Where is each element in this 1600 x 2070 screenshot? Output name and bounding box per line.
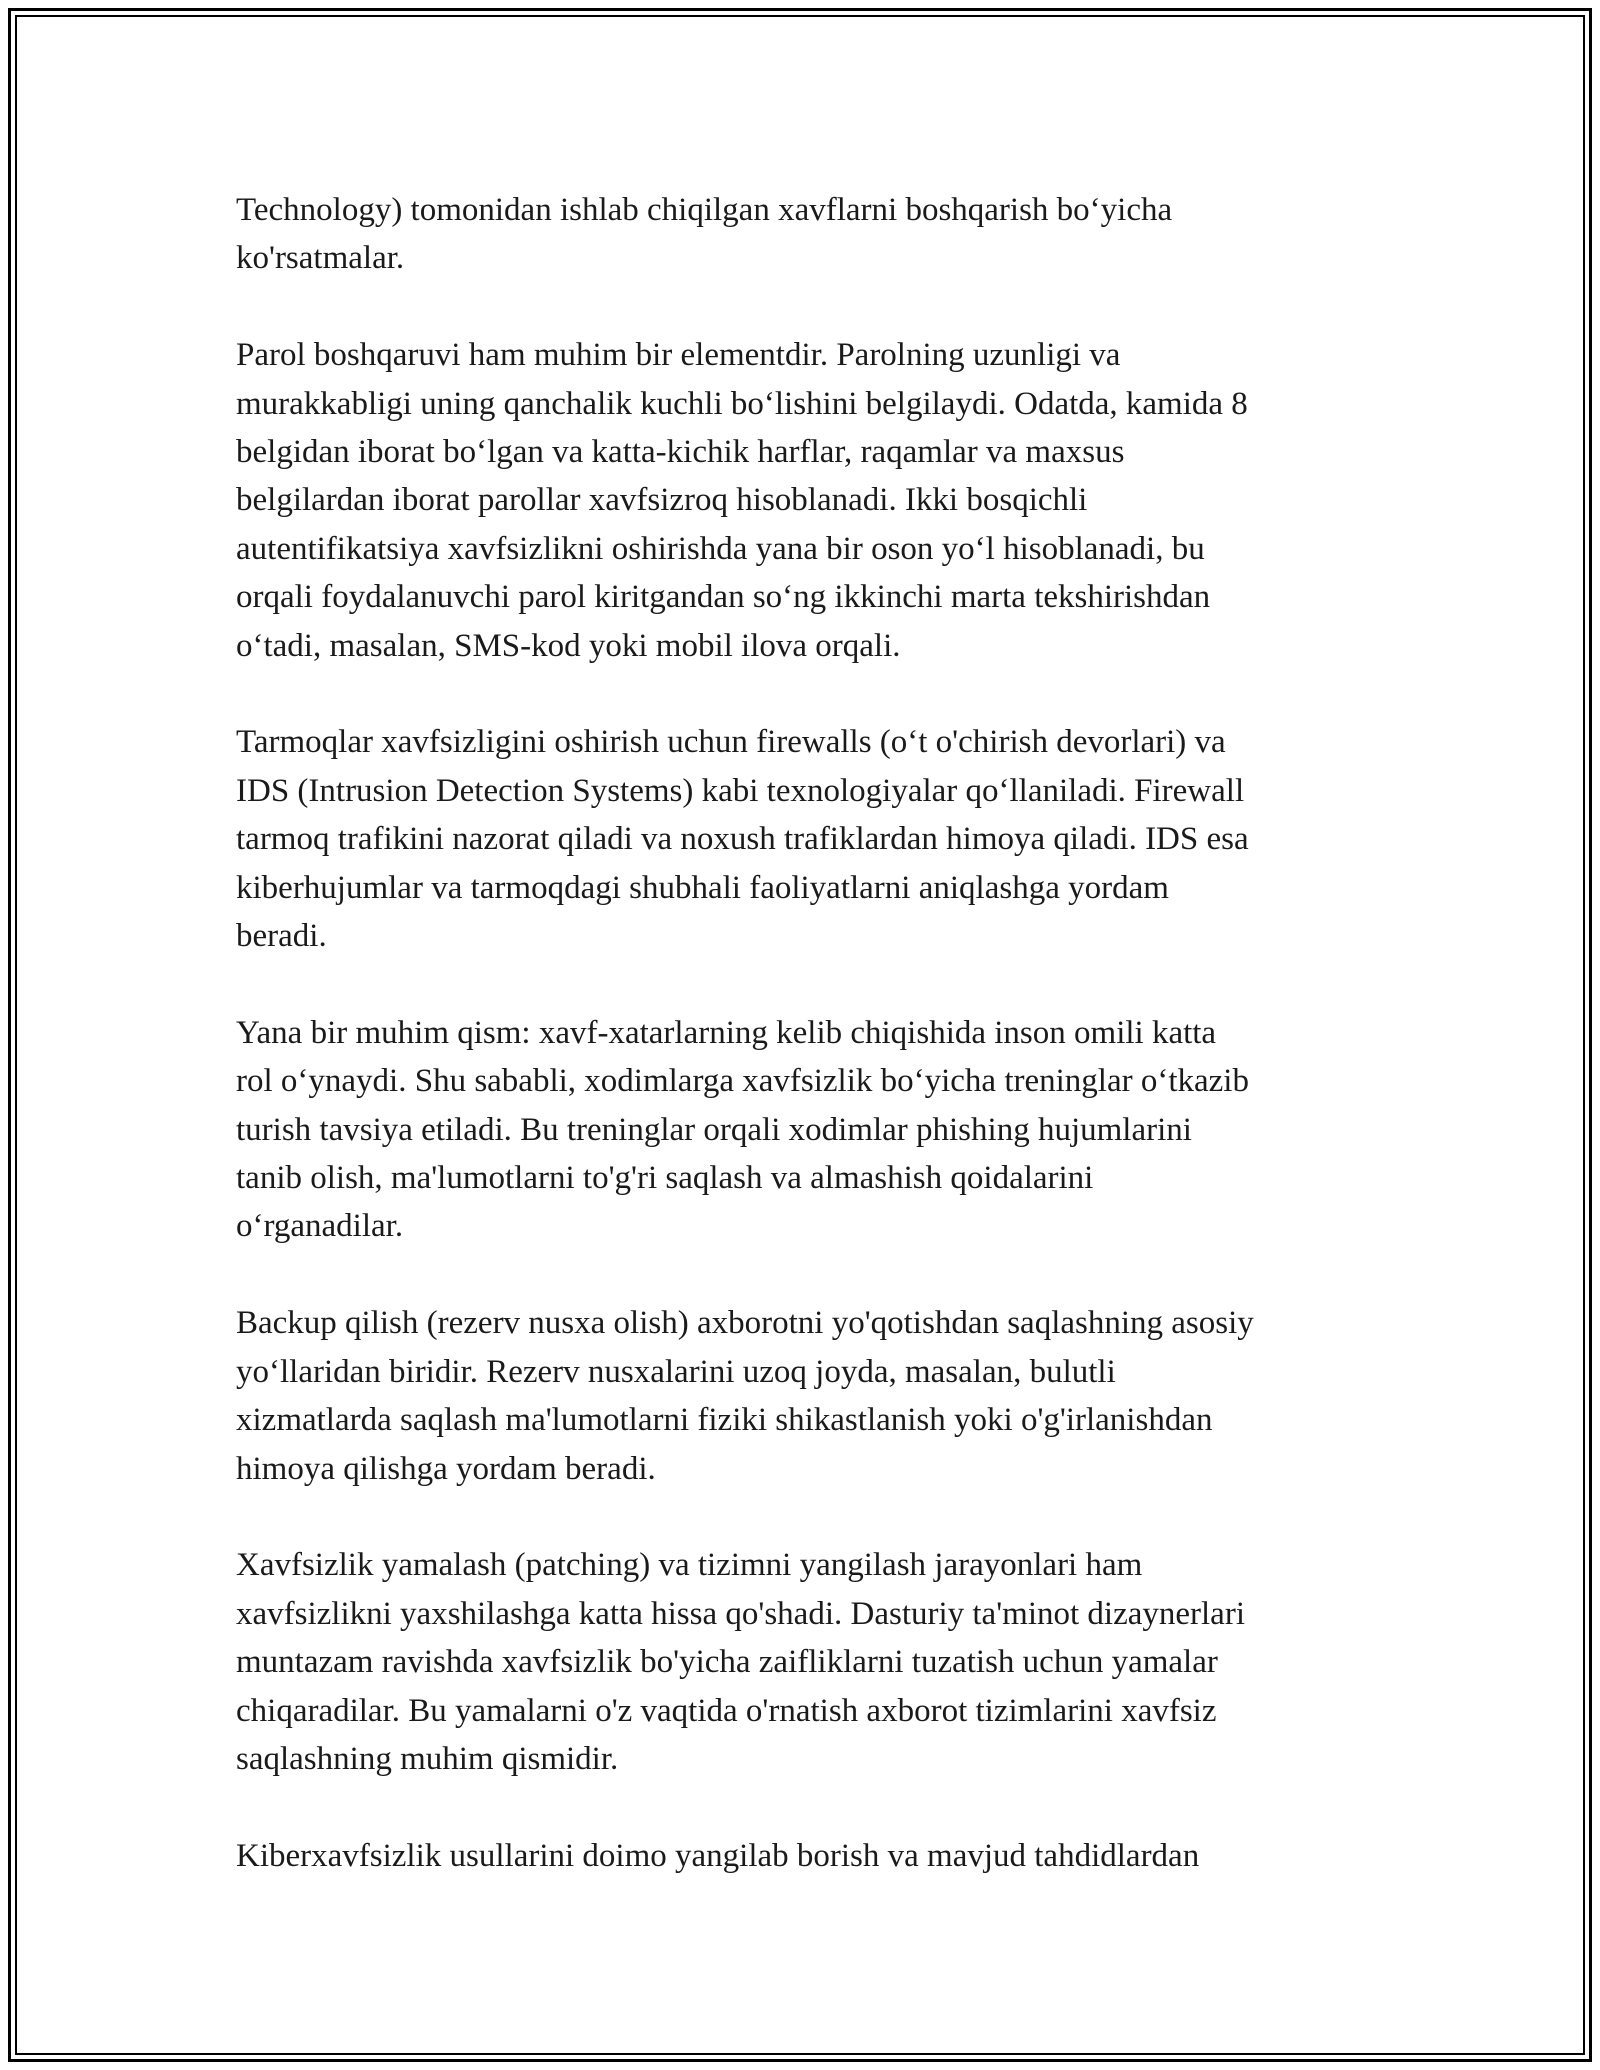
- text-line: turish tavsiya etiladi. Bu treninglar orqali xodimlar phishing hujumlarini: [236, 1111, 1192, 1148]
- document-body: [236, 186, 1376, 1929]
- text-line: o‘rganadilar.: [236, 1208, 404, 1245]
- paragraph-7: [236, 1832, 1376, 1880]
- paragraph-4: [236, 1009, 1376, 1251]
- text-line: beradi.: [236, 918, 327, 955]
- text-line: saqlashning muhim qismidir.: [236, 1740, 619, 1777]
- paragraph-1: [236, 186, 1376, 283]
- text-line: Kiberxavfsizlik usullarini doimo yangilab borish va mavjud tahdidlardan: [236, 1837, 1200, 1874]
- text-line: Tarmoqlar xavfsizligini oshirish uchun firewalls (o‘t o'chirish devorlari) va: [236, 724, 1226, 761]
- paragraph-6: [236, 1541, 1376, 1783]
- text-line: chiqaradilar. Bu yamalarni o'z vaqtida o'rnatish axborot tizimlarini xavfsiz: [236, 1692, 1217, 1729]
- text-line: Technology) tomonidan ishlab chiqilgan xavflarni boshqarish bo‘yicha: [236, 192, 1173, 228]
- text-line: xizmatlarda saqlash ma'lumotlarni fiziki shikastlanish yoki o'g'irlanishdan: [236, 1402, 1213, 1439]
- text-line: murakkabligi uning qanchalik kuchli bo‘lishini belgilaydi. Odatda, kamida 8: [236, 385, 1248, 422]
- text-line: yo‘llaridan biridir. Rezerv nusxalarini uzoq joyda, masalan, bulutli: [236, 1353, 1116, 1390]
- text-line: Xavfsizlik yamalash (patching) va tizimni yangilash jarayonlari ham: [236, 1547, 1143, 1584]
- text-line: muntazam ravishda xavfsizlik bo'yicha zaifliklarni tuzatish uchun yamalar: [236, 1644, 1218, 1681]
- text-line: kiberhujumlar va tarmoqdagi shubhali faoliyatlarni aniqlashga yordam: [236, 869, 1169, 906]
- text-line: tarmoq trafikini nazorat qiladi va noxush trafiklardan himoya qiladi. IDS esa: [236, 821, 1249, 858]
- text-line: ko'rsatmalar.: [236, 240, 405, 277]
- text-line: autentifikatsiya xavfsizlikni oshirishda yana bir oson yo‘l hisoblanadi, bu: [236, 530, 1205, 567]
- paragraph-2: [236, 331, 1376, 670]
- text-line: IDS (Intrusion Detection Systems) kabi texnologiyalar qo‘llaniladi. Firewall: [236, 772, 1245, 809]
- text-line: Parol boshqaruvi ham muhim bir elementdir. Parolning uzunligi va: [236, 337, 1121, 374]
- text-line: tanib olish, ma'lumotlarni to'g'ri saqlash va almashish qoidalarini: [236, 1160, 1094, 1197]
- text-line: Yana bir muhim qism: xavf-xatarlarning kelib chiqishida inson omili katta: [236, 1014, 1217, 1051]
- text-line: belgilardan iborat parollar xavfsizroq hisoblanadi. Ikki bosqichli: [236, 482, 1088, 519]
- text-line: xavfsizlikni yaxshilashga katta hissa qo'shadi. Dasturiy ta'minot dizaynerlari: [236, 1595, 1245, 1632]
- text-line: o‘tadi, masalan, SMS-kod yoki mobil ilova orqali.: [236, 627, 901, 664]
- paragraph-3: [236, 718, 1376, 960]
- paragraph-5: [236, 1299, 1376, 1493]
- text-line: orqali foydalanuvchi parol kiritgandan so‘ng ikkinchi marta tekshirishdan: [236, 579, 1211, 616]
- text-line: himoya qilishga yordam beradi.: [236, 1450, 656, 1487]
- text-line: rol o‘ynaydi. Shu sababli, xodimlarga xavfsizlik bo‘yicha treninglar o‘tkazib: [236, 1063, 1249, 1100]
- text-line: Backup qilish (rezerv nusxa olish) axborotni yo'qotishdan saqlashning asosiy: [236, 1305, 1254, 1342]
- text-line: belgidan iborat bo‘lgan va katta-kichik harflar, raqamlar va maxsus: [236, 434, 1125, 471]
